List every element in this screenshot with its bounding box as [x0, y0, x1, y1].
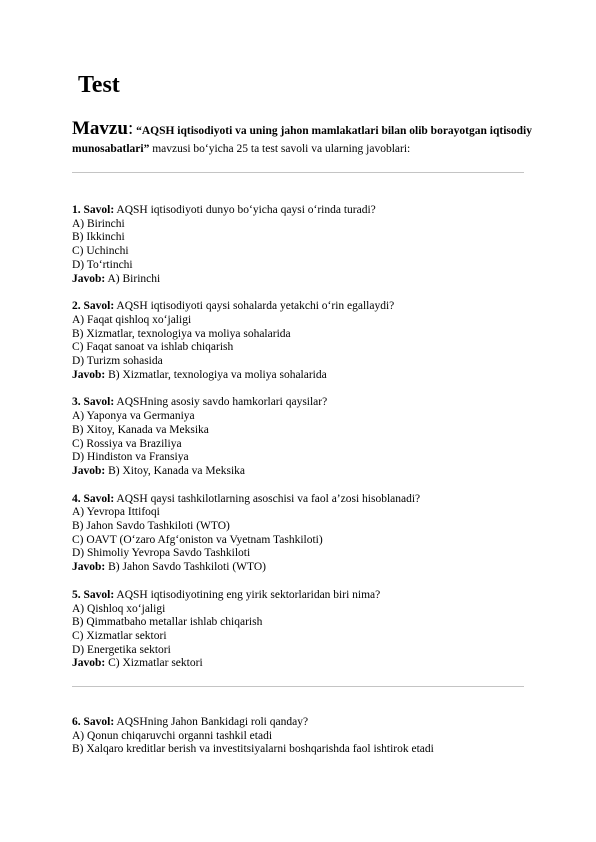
- answer-option: D) To‘rtinchi: [72, 258, 133, 271]
- question-text: AQSHning asosiy savdo hamkorlari qaysilar?: [116, 396, 328, 409]
- question-item: [72, 716, 542, 757]
- savol-label: Savol:: [83, 396, 115, 409]
- question-line: [72, 716, 542, 730]
- answer-value: B) Xitoy, Kanada va Meksika: [108, 464, 246, 477]
- answer-option: D) Shimoliy Yevropa Savdo Tashkiloti: [72, 547, 251, 560]
- answer-option: D) Turizm sohasida: [72, 355, 163, 368]
- question-line: [72, 493, 542, 507]
- question-number: 5.: [72, 588, 81, 601]
- javob-label: Javob:: [72, 657, 106, 670]
- answer-option: C) Rossiya va Braziliya: [72, 437, 182, 450]
- question-text: AQSH iqtisodiyoti qaysi sohalarda yetakchi o‘rin egallaydi?: [116, 300, 395, 313]
- answer-option: A) Yevropa Ittifoqi: [72, 506, 160, 519]
- answer-option: D) Hindiston va Fransiya: [72, 451, 189, 464]
- question-block-2: [72, 716, 542, 757]
- question-number: 2.: [72, 300, 81, 313]
- topic-quote: “AQSH iqtisodiyoti va uning jahon mamlakatlari bilan olib borayotgan iqtisodiy munosabatlari”: [72, 125, 532, 155]
- answer-option: B) Xitoy, Kanada va Meksika: [72, 423, 209, 436]
- question-line: [72, 300, 542, 314]
- answer-value: B) Xizmatlar, texnologiya va moliya sohalarida: [108, 368, 327, 381]
- question-line: [72, 204, 542, 218]
- answer-option: B) Jahon Savdo Tashkiloti (WTO): [72, 520, 230, 533]
- savol-label: Savol:: [83, 300, 115, 313]
- question-text: AQSH iqtisodiyotining eng yirik sektorlaridan biri nima?: [116, 588, 381, 601]
- divider-middle: [72, 686, 524, 687]
- javob-label: Javob:: [72, 561, 106, 574]
- question-item: [72, 493, 542, 575]
- answer-option: B) Qimmatbaho metallar ishlab chiqarish: [72, 616, 263, 629]
- topic-label: Mavzu: [72, 118, 128, 139]
- question-block-1: [72, 204, 542, 671]
- question-item: [72, 589, 542, 671]
- answer-line: [72, 273, 542, 287]
- answer-option: A) Faqat qishloq xo‘jaligi: [72, 313, 192, 326]
- answer-option: B) Xizmatlar, texnologiya va moliya sohalarida: [72, 327, 291, 340]
- answer-line: [72, 465, 542, 479]
- question-text: AQSHning Jahon Bankidagi roli qanday?: [116, 716, 309, 728]
- question-item: [72, 396, 542, 478]
- divider-top: [72, 172, 524, 173]
- answer-option: C) Uchinchi: [72, 245, 129, 258]
- savol-label: Savol:: [83, 204, 115, 216]
- answer-option: C) Faqat sanoat va ishlab chiqarish: [72, 341, 234, 354]
- answer-option: A) Birinchi: [72, 217, 125, 230]
- answer-line: [72, 369, 542, 383]
- savol-label: Savol:: [83, 588, 115, 601]
- topic-rest: mavzusi bo‘yicha 25 ta test savoli va ularning javoblari:: [149, 143, 411, 155]
- answer-option: A) Qishloq xo‘jaligi: [72, 602, 166, 615]
- question-text: AQSH iqtisodiyoti dunyo bo‘yicha qaysi o‘rinda turadi?: [116, 204, 376, 216]
- answer-value: A) Birinchi: [107, 272, 161, 285]
- savol-label: Savol:: [83, 492, 115, 505]
- answer-option: B) Xalqaro kreditlar berish va investitsiyalarni boshqarishda faol ishtirok etadi: [72, 743, 434, 756]
- question-number: 3.: [72, 396, 81, 409]
- answer-option: C) OAVT (O‘zaro Afg‘oniston va Vyetnam Tashkiloti): [72, 533, 323, 546]
- question-item: [72, 204, 542, 286]
- answer-line: [72, 657, 542, 671]
- question-number: 1.: [72, 204, 81, 216]
- answer-option: D) Energetika sektori: [72, 643, 171, 656]
- page-title: Test: [78, 72, 120, 98]
- question-text: AQSH qaysi tashkilotlarning asoschisi va faol a’zosi hisoblanadi?: [116, 492, 421, 505]
- answer-value: C) Xizmatlar sektori: [108, 657, 203, 670]
- question-line: [72, 589, 542, 603]
- answer-option: C) Xizmatlar sektori: [72, 629, 167, 642]
- question-item: [72, 300, 542, 382]
- javob-label: Javob:: [72, 272, 106, 285]
- answer-value: B) Jahon Savdo Tashkiloti (WTO): [108, 561, 266, 574]
- answer-option: B) Ikkinchi: [72, 231, 125, 244]
- javob-label: Javob:: [72, 368, 106, 381]
- topic-paragraph: [72, 120, 532, 158]
- javob-label: Javob:: [72, 464, 106, 477]
- question-line: [72, 396, 542, 410]
- savol-label: Savol:: [83, 716, 115, 728]
- topic-colon: :: [127, 118, 134, 139]
- answer-option: A) Qonun chiqaruvchi organni tashkil etadi: [72, 729, 273, 742]
- answer-line: [72, 561, 542, 575]
- answer-option: A) Yaponya va Germaniya: [72, 410, 195, 423]
- question-number: 4.: [72, 492, 81, 505]
- question-number: 6.: [72, 716, 81, 728]
